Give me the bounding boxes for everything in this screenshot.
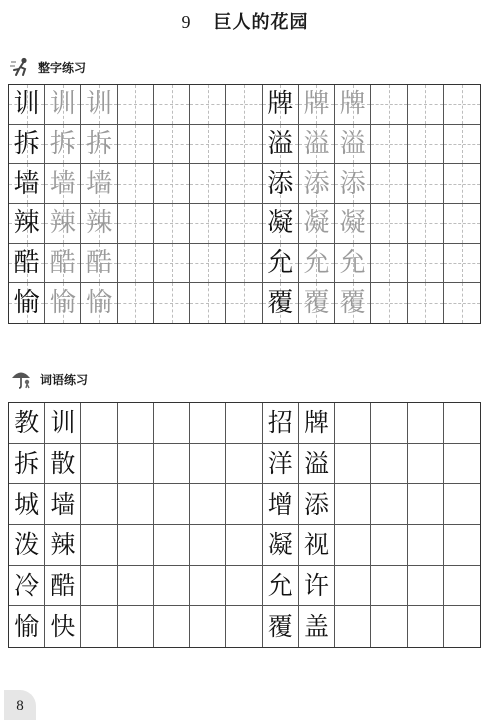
writing-cell[interactable] bbox=[299, 283, 335, 323]
writing-cell[interactable] bbox=[226, 164, 262, 204]
practice-character: 招 bbox=[267, 408, 293, 438]
writing-cell[interactable] bbox=[444, 484, 480, 525]
practice-character: 允 bbox=[267, 247, 294, 278]
section-title: 词语练习 bbox=[40, 372, 89, 387]
writing-cell[interactable] bbox=[45, 204, 81, 244]
writing-cell[interactable] bbox=[408, 525, 444, 566]
writing-cell[interactable] bbox=[299, 484, 335, 525]
writing-cell[interactable] bbox=[81, 484, 117, 525]
practice-character: 增 bbox=[267, 489, 293, 519]
writing-cell[interactable] bbox=[9, 444, 45, 485]
practice-character: 辣 bbox=[50, 530, 76, 560]
practice-character: 牌 bbox=[303, 89, 330, 120]
writing-cell[interactable] bbox=[81, 566, 117, 607]
practice-character: 视 bbox=[303, 530, 329, 560]
writing-cell[interactable] bbox=[444, 606, 480, 647]
writing-cell[interactable] bbox=[45, 444, 81, 485]
practice-character: 溢 bbox=[267, 128, 294, 159]
writing-cell[interactable] bbox=[299, 85, 335, 125]
practice-character: 墙 bbox=[13, 168, 40, 199]
writing-cell[interactable] bbox=[190, 444, 226, 485]
practice-character: 拆 bbox=[86, 128, 113, 159]
writing-cell[interactable] bbox=[118, 283, 154, 323]
practice-character: 拆 bbox=[13, 128, 40, 159]
writing-cell[interactable] bbox=[444, 525, 480, 566]
writing-cell[interactable] bbox=[371, 444, 407, 485]
writing-cell[interactable] bbox=[335, 85, 371, 125]
writing-cell[interactable] bbox=[226, 403, 262, 444]
writing-cell[interactable] bbox=[335, 444, 371, 485]
writing-cell[interactable] bbox=[190, 484, 226, 525]
writing-cell[interactable] bbox=[263, 125, 299, 165]
writing-cell[interactable] bbox=[81, 403, 117, 444]
writing-cell[interactable] bbox=[190, 403, 226, 444]
writing-cell[interactable] bbox=[371, 204, 407, 244]
practice-character: 覆 bbox=[339, 288, 366, 319]
practice-character: 冷 bbox=[14, 570, 40, 600]
section-heading-character-practice bbox=[10, 56, 86, 78]
practice-character: 城 bbox=[14, 489, 40, 519]
writing-cell[interactable] bbox=[190, 244, 226, 284]
writing-cell[interactable] bbox=[335, 204, 371, 244]
writing-cell[interactable] bbox=[408, 484, 444, 525]
writing-cell[interactable] bbox=[81, 525, 117, 566]
writing-cell[interactable] bbox=[45, 403, 81, 444]
writing-cell[interactable] bbox=[190, 525, 226, 566]
lesson-number: 9 bbox=[181, 12, 192, 32]
writing-cell[interactable] bbox=[118, 204, 154, 244]
writing-cell[interactable] bbox=[9, 204, 45, 244]
writing-cell[interactable] bbox=[335, 606, 371, 647]
writing-cell[interactable] bbox=[299, 244, 335, 284]
writing-cell[interactable] bbox=[226, 606, 262, 647]
writing-cell[interactable] bbox=[444, 244, 480, 284]
writing-cell[interactable] bbox=[444, 283, 480, 323]
writing-cell[interactable] bbox=[190, 566, 226, 607]
writing-cell[interactable] bbox=[45, 283, 81, 323]
practice-character: 快 bbox=[50, 612, 76, 642]
writing-cell[interactable] bbox=[154, 444, 190, 485]
writing-cell[interactable] bbox=[81, 444, 117, 485]
practice-character: 训 bbox=[13, 89, 40, 120]
writing-cell[interactable] bbox=[190, 164, 226, 204]
writing-cell[interactable] bbox=[154, 204, 190, 244]
writing-cell[interactable] bbox=[190, 204, 226, 244]
practice-character: 覆 bbox=[303, 288, 330, 319]
writing-cell[interactable] bbox=[9, 85, 45, 125]
writing-cell[interactable] bbox=[9, 403, 45, 444]
writing-cell[interactable] bbox=[335, 125, 371, 165]
writing-cell[interactable] bbox=[408, 164, 444, 204]
writing-cell[interactable] bbox=[226, 525, 262, 566]
practice-character: 泼 bbox=[14, 530, 40, 560]
writing-cell[interactable] bbox=[226, 204, 262, 244]
writing-cell[interactable] bbox=[118, 606, 154, 647]
writing-cell[interactable] bbox=[263, 484, 299, 525]
writing-cell[interactable] bbox=[45, 484, 81, 525]
practice-character: 覆 bbox=[267, 288, 294, 319]
writing-cell[interactable] bbox=[263, 85, 299, 125]
writing-cell[interactable] bbox=[371, 484, 407, 525]
writing-cell[interactable] bbox=[299, 566, 335, 607]
writing-cell[interactable] bbox=[154, 566, 190, 607]
writing-cell[interactable] bbox=[118, 566, 154, 607]
writing-cell[interactable] bbox=[263, 606, 299, 647]
practice-character: 散 bbox=[50, 448, 76, 478]
writing-cell[interactable] bbox=[118, 125, 154, 165]
practice-character: 拆 bbox=[49, 128, 76, 159]
writing-cell[interactable] bbox=[299, 125, 335, 165]
writing-cell[interactable] bbox=[299, 525, 335, 566]
writing-cell[interactable] bbox=[154, 484, 190, 525]
section-title: 整字练习 bbox=[38, 60, 87, 75]
practice-character: 牌 bbox=[339, 89, 366, 120]
practice-character: 拆 bbox=[14, 448, 40, 478]
writing-cell[interactable] bbox=[408, 125, 444, 165]
writing-cell[interactable] bbox=[9, 244, 45, 284]
writing-cell[interactable] bbox=[299, 403, 335, 444]
writing-cell[interactable] bbox=[226, 244, 262, 284]
writing-cell[interactable] bbox=[444, 164, 480, 204]
writing-cell[interactable] bbox=[45, 85, 81, 125]
writing-cell[interactable] bbox=[263, 525, 299, 566]
writing-cell[interactable] bbox=[408, 566, 444, 607]
writing-cell[interactable] bbox=[190, 606, 226, 647]
lesson-title bbox=[0, 8, 490, 36]
practice-character: 酷 bbox=[13, 247, 40, 278]
writing-cell[interactable] bbox=[444, 204, 480, 244]
writing-cell[interactable] bbox=[154, 244, 190, 284]
writing-cell[interactable] bbox=[408, 204, 444, 244]
practice-character: 愉 bbox=[14, 612, 40, 642]
writing-cell[interactable] bbox=[371, 606, 407, 647]
umbrella-figure-icon bbox=[10, 369, 34, 389]
practice-character: 酷 bbox=[86, 247, 113, 278]
writing-cell[interactable] bbox=[408, 444, 444, 485]
writing-cell[interactable] bbox=[371, 403, 407, 444]
word-practice-grid bbox=[8, 402, 481, 648]
practice-character: 允 bbox=[339, 247, 366, 278]
running-figure-icon bbox=[10, 57, 32, 77]
writing-cell[interactable] bbox=[263, 244, 299, 284]
writing-cell[interactable] bbox=[335, 484, 371, 525]
page-number: 8 bbox=[4, 690, 36, 720]
writing-cell[interactable] bbox=[226, 85, 262, 125]
writing-cell[interactable] bbox=[408, 403, 444, 444]
writing-cell[interactable] bbox=[444, 403, 480, 444]
writing-cell[interactable] bbox=[118, 403, 154, 444]
practice-character: 凝 bbox=[339, 208, 366, 239]
writing-cell[interactable] bbox=[226, 125, 262, 165]
writing-cell[interactable] bbox=[154, 85, 190, 125]
writing-cell[interactable] bbox=[408, 85, 444, 125]
practice-character: 牌 bbox=[303, 408, 329, 438]
writing-cell[interactable] bbox=[444, 125, 480, 165]
writing-cell[interactable] bbox=[335, 244, 371, 284]
practice-character: 酷 bbox=[49, 247, 76, 278]
writing-cell[interactable] bbox=[444, 444, 480, 485]
writing-cell[interactable] bbox=[371, 125, 407, 165]
practice-character: 训 bbox=[49, 89, 76, 120]
writing-cell[interactable] bbox=[226, 566, 262, 607]
practice-character: 辣 bbox=[13, 208, 40, 239]
writing-cell[interactable] bbox=[371, 525, 407, 566]
writing-cell[interactable] bbox=[444, 566, 480, 607]
practice-character: 辣 bbox=[49, 208, 76, 239]
writing-cell[interactable] bbox=[81, 204, 117, 244]
writing-cell[interactable] bbox=[371, 244, 407, 284]
writing-cell[interactable] bbox=[118, 164, 154, 204]
writing-cell[interactable] bbox=[226, 444, 262, 485]
character-practice-grid bbox=[8, 84, 481, 324]
practice-character: 酷 bbox=[50, 570, 76, 600]
writing-cell[interactable] bbox=[190, 283, 226, 323]
writing-cell[interactable] bbox=[45, 606, 81, 647]
writing-cell[interactable] bbox=[263, 164, 299, 204]
writing-cell[interactable] bbox=[371, 164, 407, 204]
writing-cell[interactable] bbox=[299, 606, 335, 647]
writing-cell[interactable] bbox=[9, 484, 45, 525]
writing-cell[interactable] bbox=[9, 283, 45, 323]
practice-character: 添 bbox=[267, 168, 294, 199]
practice-character: 允 bbox=[267, 570, 293, 600]
writing-cell[interactable] bbox=[226, 484, 262, 525]
practice-character: 添 bbox=[303, 168, 330, 199]
writing-cell[interactable] bbox=[154, 164, 190, 204]
writing-cell[interactable] bbox=[371, 283, 407, 323]
practice-character: 训 bbox=[86, 89, 113, 120]
writing-cell[interactable] bbox=[81, 164, 117, 204]
practice-character: 溢 bbox=[303, 128, 330, 159]
writing-cell[interactable] bbox=[335, 566, 371, 607]
writing-cell[interactable] bbox=[263, 283, 299, 323]
writing-cell[interactable] bbox=[9, 566, 45, 607]
practice-character: 盖 bbox=[303, 612, 329, 642]
writing-cell[interactable] bbox=[9, 125, 45, 165]
writing-cell[interactable] bbox=[408, 244, 444, 284]
writing-cell[interactable] bbox=[335, 164, 371, 204]
practice-character: 添 bbox=[339, 168, 366, 199]
writing-cell[interactable] bbox=[154, 125, 190, 165]
writing-cell[interactable] bbox=[81, 85, 117, 125]
writing-cell[interactable] bbox=[263, 204, 299, 244]
writing-cell[interactable] bbox=[190, 85, 226, 125]
writing-cell[interactable] bbox=[45, 566, 81, 607]
writing-cell[interactable] bbox=[371, 566, 407, 607]
writing-cell[interactable] bbox=[299, 204, 335, 244]
practice-character: 覆 bbox=[267, 612, 293, 642]
writing-cell[interactable] bbox=[45, 164, 81, 204]
practice-character: 溢 bbox=[303, 448, 329, 478]
writing-cell[interactable] bbox=[444, 85, 480, 125]
practice-character: 许 bbox=[303, 570, 329, 600]
writing-cell[interactable] bbox=[118, 85, 154, 125]
writing-cell[interactable] bbox=[45, 244, 81, 284]
writing-cell[interactable] bbox=[9, 525, 45, 566]
practice-character: 愉 bbox=[13, 288, 40, 319]
practice-character: 墙 bbox=[49, 168, 76, 199]
practice-character: 允 bbox=[303, 247, 330, 278]
writing-cell[interactable] bbox=[118, 484, 154, 525]
writing-cell[interactable] bbox=[118, 244, 154, 284]
practice-character: 牌 bbox=[267, 89, 294, 120]
writing-cell[interactable] bbox=[118, 525, 154, 566]
writing-cell[interactable] bbox=[226, 283, 262, 323]
writing-cell[interactable] bbox=[263, 444, 299, 485]
practice-character: 愉 bbox=[49, 288, 76, 319]
writing-cell[interactable] bbox=[335, 525, 371, 566]
writing-cell[interactable] bbox=[81, 283, 117, 323]
writing-cell[interactable] bbox=[45, 525, 81, 566]
writing-cell[interactable] bbox=[335, 283, 371, 323]
practice-character: 教 bbox=[14, 408, 40, 438]
writing-cell[interactable] bbox=[263, 403, 299, 444]
writing-cell[interactable] bbox=[9, 164, 45, 204]
writing-cell[interactable] bbox=[9, 606, 45, 647]
writing-cell[interactable] bbox=[45, 125, 81, 165]
writing-cell[interactable] bbox=[154, 403, 190, 444]
section-heading-word-practice bbox=[10, 368, 88, 390]
writing-cell[interactable] bbox=[408, 606, 444, 647]
practice-character: 添 bbox=[303, 489, 329, 519]
practice-character: 洋 bbox=[267, 448, 293, 478]
practice-character: 墙 bbox=[86, 168, 113, 199]
writing-cell[interactable] bbox=[154, 283, 190, 323]
writing-cell[interactable] bbox=[190, 125, 226, 165]
practice-character: 愉 bbox=[86, 288, 113, 319]
practice-character: 辣 bbox=[86, 208, 113, 239]
practice-character: 溢 bbox=[339, 128, 366, 159]
writing-cell[interactable] bbox=[408, 283, 444, 323]
practice-character: 凝 bbox=[303, 208, 330, 239]
writing-cell[interactable] bbox=[154, 606, 190, 647]
writing-cell[interactable] bbox=[335, 403, 371, 444]
writing-cell[interactable] bbox=[299, 164, 335, 204]
practice-character: 凝 bbox=[267, 530, 293, 560]
writing-cell[interactable] bbox=[81, 606, 117, 647]
practice-character: 墙 bbox=[50, 489, 76, 519]
writing-cell[interactable] bbox=[371, 85, 407, 125]
writing-cell[interactable] bbox=[263, 566, 299, 607]
writing-cell[interactable] bbox=[118, 444, 154, 485]
practice-character: 凝 bbox=[267, 208, 294, 239]
writing-cell[interactable] bbox=[81, 244, 117, 284]
practice-character: 训 bbox=[50, 408, 76, 438]
writing-cell[interactable] bbox=[81, 125, 117, 165]
lesson-name: 巨人的花园 bbox=[213, 12, 309, 33]
writing-cell[interactable] bbox=[154, 525, 190, 566]
writing-cell[interactable] bbox=[299, 444, 335, 485]
